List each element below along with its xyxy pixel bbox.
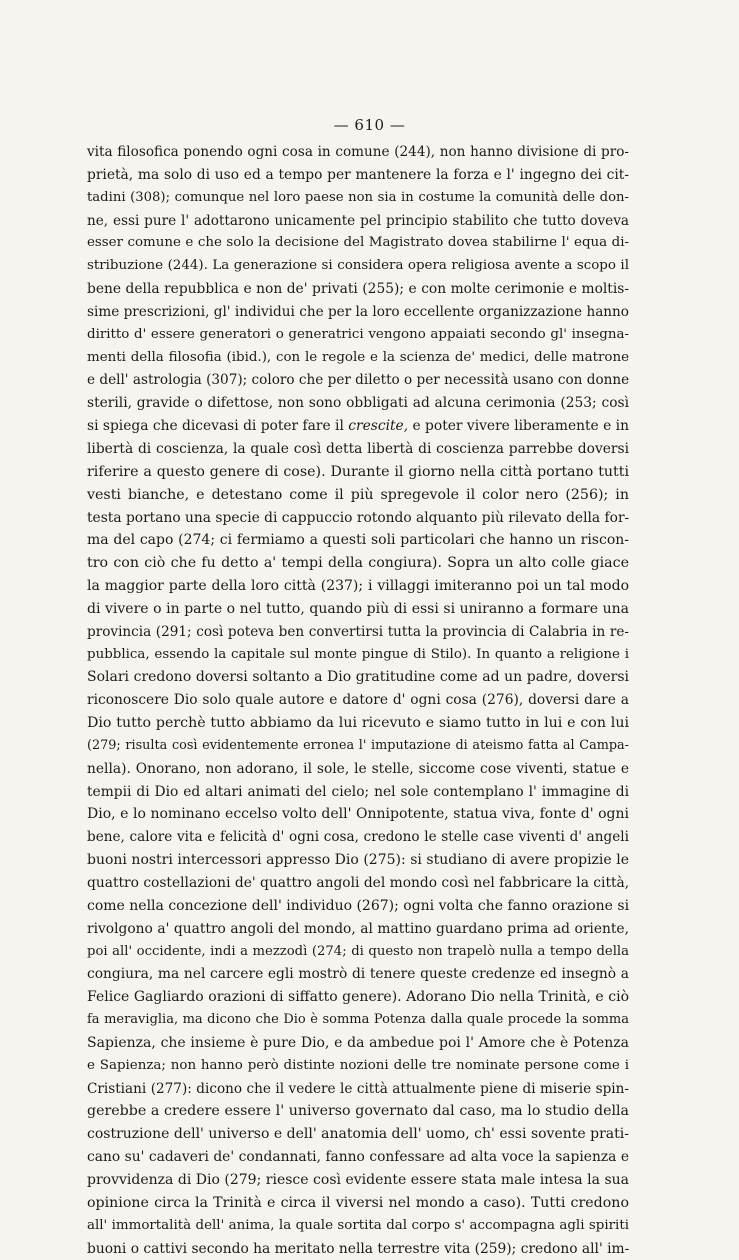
text-line: gerebbe a credere essere l' universo governato dal caso, ma lo studio della	[87, 1100, 629, 1123]
text-line: pubblica, essendo la capitale sul monte pingue di Stilo). In quanto a religione i	[87, 644, 629, 667]
text-line: testa portano una specie di cappuccio rotondo alquanto più rilevato della for-	[87, 507, 629, 530]
text-line: bene della repubblica e non de' privati (255); e con molte cerimonie e moltis-	[87, 278, 629, 301]
text-line: come nella concezione dell' individuo (267); ogni volta che fanno orazione si	[87, 895, 629, 918]
text-line: la maggior parte della loro città (237); i villaggi imiteranno poi un tal modo	[87, 575, 629, 598]
page-number: — 610 —	[0, 116, 739, 134]
text-line: prietà, ma solo di uso ed a tempo per mantenere la forza e l' ingegno dei cit-	[87, 164, 629, 187]
text-line: opinione circa la Trinità e circa il viversi nel mondo a caso). Tutti credono	[87, 1192, 629, 1215]
text-segment: e poter vivere liberamente e in	[408, 418, 629, 434]
text-line: sime prescrizioni, gl' individui che per la loro eccellente organizzazione hanno	[87, 301, 629, 324]
text-segment: si spiega che dicevasi di poter fare il	[87, 418, 348, 434]
text-line: bene, calore vita e felicità d' ogni cosa, credono le stelle case viventi d' angeli	[87, 826, 629, 849]
text-line	[87, 415, 629, 438]
text-line: rivolgono a' quattro angoli del mondo, al mattino guardano prima ad oriente,	[87, 918, 629, 941]
text-line: Dio tutto perchè tutto abbiamo da lui ricevuto e siamo tutto in lui e con lui	[87, 712, 629, 735]
text-line: e Sapienza; non hanno però distinte nozioni delle tre nominate persone come i	[87, 1055, 629, 1078]
text-line: tro con ciò che fu detto a' tempi della congiura). Sopra un alto colle giace	[87, 552, 629, 575]
text-line: riconoscere Dio solo quale autore e datore d' ogni cosa (276), doversi dare a	[87, 689, 629, 712]
text-line: Dio, e lo nominano eccelso volto dell' Onnipotente, statua viva, fonte d' ogni	[87, 803, 629, 826]
text-line: ma del capo (274; ci fermiamo a questi soli particolari che hanno un riscon-	[87, 529, 629, 552]
text-line: vita filosofica ponendo ogni cosa in comune (244), non hanno divisione di pro-	[87, 141, 629, 164]
text-line: vesti bianche, e detestano come il più spregevole il color nero (256); in	[87, 484, 629, 507]
text-line: cano su' cadaveri de' condannati, fanno confessare ad alta voce la sapienza e	[87, 1146, 629, 1169]
body-text	[87, 141, 629, 1260]
text-line: Felice Gagliardo orazioni di siffatto genere). Adorano Dio nella Trinità, e ciò	[87, 986, 629, 1009]
text-line: riferire a questo genere di cose). Durante il giorno nella città portano tutti	[87, 461, 629, 484]
italic-word: crescite,	[348, 418, 408, 434]
text-line: ne, essi pure l' adottarono unicamente pel principio stabilito che tutto doveva	[87, 210, 629, 233]
text-line: tempii di Dio ed altari animati del cielo; nel sole contemplano l' immagine di	[87, 781, 629, 804]
text-line: e dell' astrologia (307); coloro che per diletto o per necessità usano con donne	[87, 369, 629, 392]
text-line: Solari credono doversi soltanto a Dio gratitudine come ad un padre, doversi	[87, 666, 629, 689]
text-line: esser comune e che solo la decisione del Magistrato dovea stabilirne l' equa di-	[87, 232, 629, 255]
text-line: costruzione dell' universo e dell' anatomia dell' uomo, ch' essi sovente prati-	[87, 1123, 629, 1146]
text-line: (279; risulta così evidentemente erronea l' imputazione di ateismo fatta al Campa-	[87, 735, 629, 758]
text-line: stribuzione (244). La generazione si considera opera religiosa avente a scopo il	[87, 255, 629, 278]
text-line: poi all' occidente, indi a mezzodì (274; di questo non trapelò nulla a tempo della	[87, 941, 629, 964]
text-line: provvidenza di Dio (279; riesce così evidente essere stata male intesa la sua	[87, 1169, 629, 1192]
text-line: congiura, ma nel carcere egli mostrò di tenere queste credenze ed insegnò a	[87, 963, 629, 986]
text-line: menti della filosofia (ibid.), con le regole e la scienza de' medici, delle matrone	[87, 347, 629, 370]
text-line: nella). Onorano, non adorano, il sole, le stelle, siccome cose viventi, statue e	[87, 758, 629, 781]
text-line: di vivere o in parte o nel tutto, quando più di essi si uniranno a formare una	[87, 598, 629, 621]
text-line: diritto d' essere generatori o generatrici vengono appaiati secondo gl' insegna-	[87, 324, 629, 347]
text-line: Sapienza, che insieme è pure Dio, e da ambedue poi l' Amore che è Potenza	[87, 1032, 629, 1055]
text-line: tadini (308); comunque nel loro paese non sia in costume la comunità delle don-	[87, 187, 629, 210]
text-line: provincia (291; così poteva ben convertirsi tutta la provincia di Calabria in re-	[87, 621, 629, 644]
text-line: sterili, gravide o difettose, non sono obbligati ad alcuna cerimonia (253; così	[87, 392, 629, 415]
text-line: all' immortalità dell' anima, la quale sortita dal corpo s' accompagna agli spiriti	[87, 1215, 629, 1238]
text-line: buoni o cattivi secondo ha meritato nella terrestre vita (259); credono all' im-	[87, 1238, 629, 1260]
text-line: buoni nostri intercessori appresso Dio (275): si studiano di avere propizie le	[87, 849, 629, 872]
text-line: fa meraviglia, ma dicono che Dio è somma Potenza dalla quale procede la somma	[87, 1009, 629, 1032]
text-line: quattro costellazioni de' quattro angoli del mondo così nel fabbricare la città,	[87, 872, 629, 895]
text-line: Cristiani (277): dicono che il vedere le città attualmente piene di miserie spin-	[87, 1078, 629, 1101]
text-line: libertà di coscienza, la quale così detta libertà di coscienza parrebbe doversi	[87, 438, 629, 461]
